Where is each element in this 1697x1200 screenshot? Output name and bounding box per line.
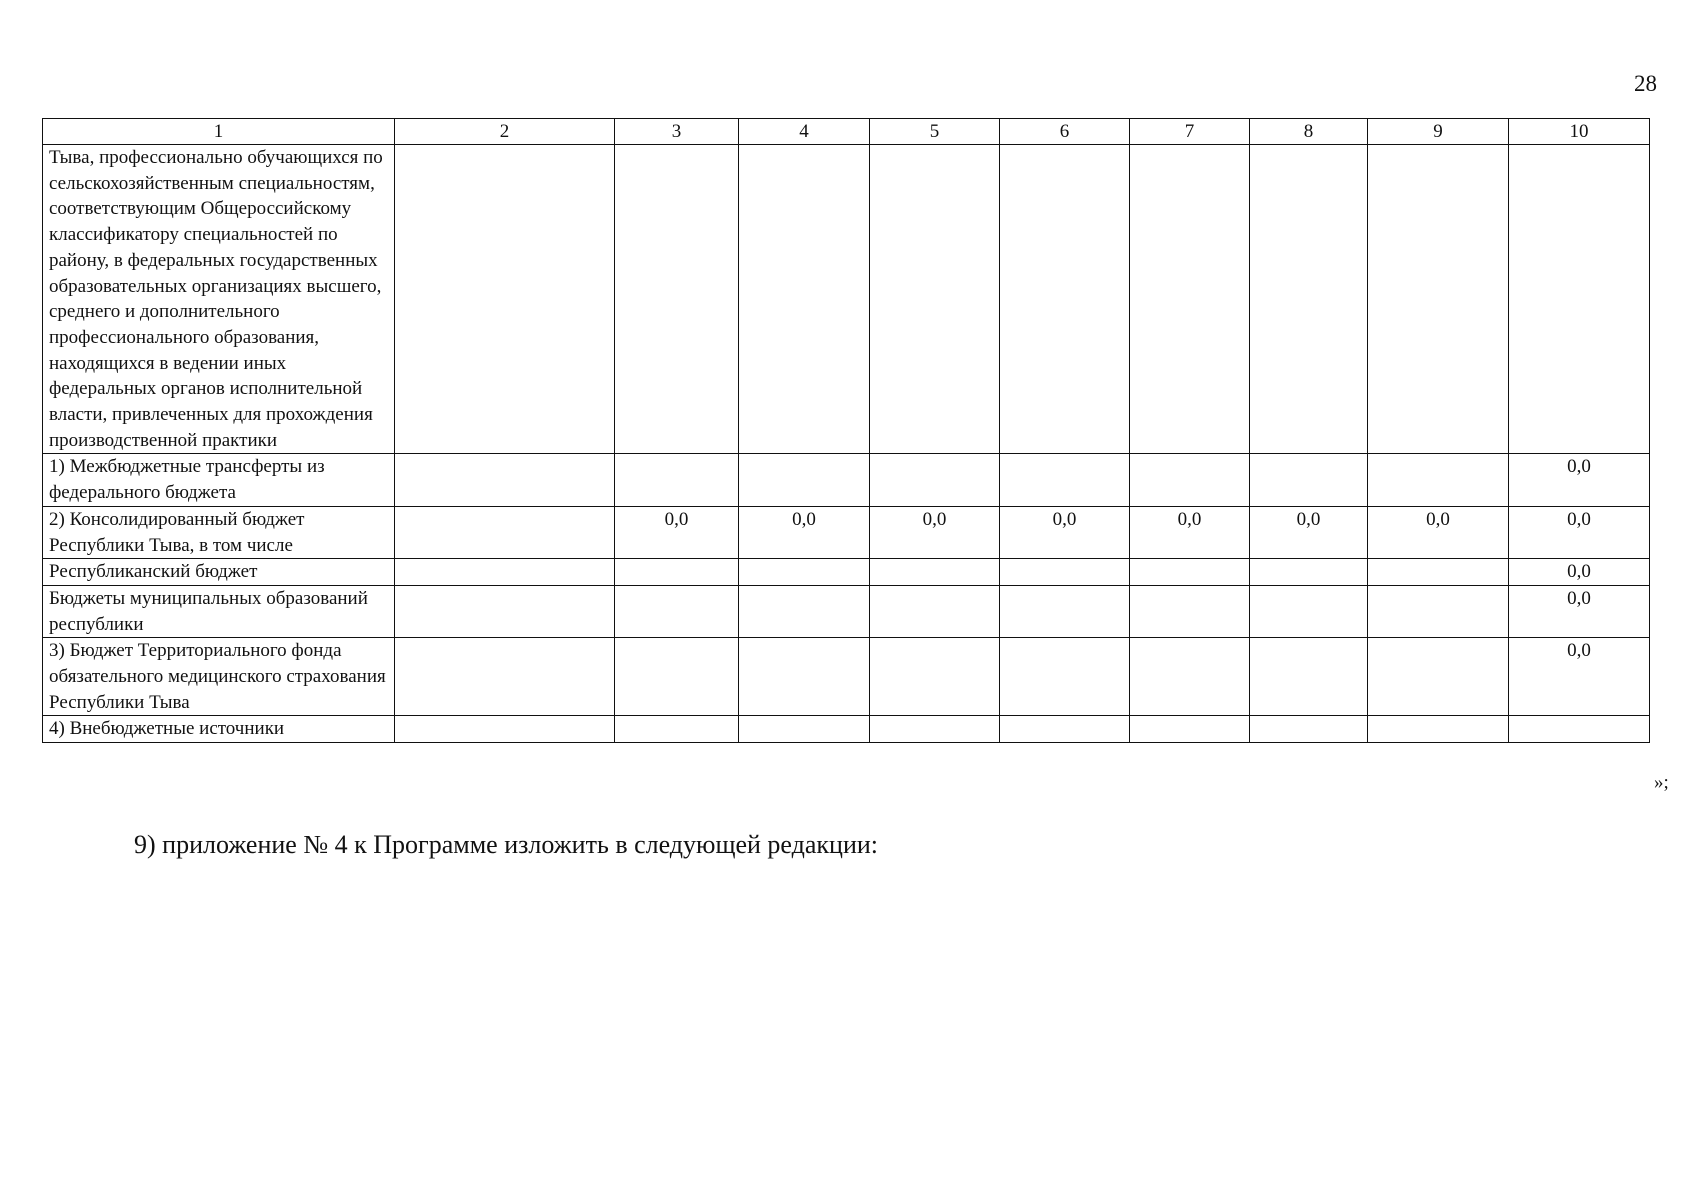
column-header: 1: [43, 119, 395, 145]
value-cell: [1000, 559, 1130, 586]
value-cell: [1130, 716, 1250, 743]
value-cell: [1368, 454, 1509, 506]
value-cell: 0,0: [1509, 506, 1650, 558]
value-cell: [1130, 638, 1250, 716]
table-row: [43, 559, 1650, 586]
value-cell: [870, 145, 1000, 454]
column-header: 3: [615, 119, 739, 145]
row-label: Республиканский бюджет: [43, 559, 395, 586]
value-cell: [1000, 145, 1130, 454]
value-cell: [1130, 559, 1250, 586]
value-cell: [615, 454, 739, 506]
row-label: Тыва, профессионально обучающихся по сельскохозяйственным специальностям, соответствующим Общероссийскому классификатору специальностей по району, в федеральных государственных образовательных организациях высшего, среднего и дополнительного профессионального образования, находящихся в ведении иных федеральных органов исполнительной власти, привлеченных для прохождения производственной практики: [43, 145, 395, 454]
row-label: 3) Бюджет Территориального фонда обязательного медицинского страхования Республики Тыва: [43, 638, 395, 716]
value-cell: [1000, 585, 1130, 637]
page-number: 28: [1634, 71, 1657, 96]
value-cell: [1130, 585, 1250, 637]
value-cell: [1250, 559, 1368, 586]
value-cell: [1509, 716, 1650, 743]
value-cell: [1000, 638, 1130, 716]
value-cell: [739, 716, 870, 743]
value-cell: [395, 638, 615, 716]
column-header: 5: [870, 119, 1000, 145]
table-row: [43, 506, 1650, 558]
value-cell: 0,0: [870, 506, 1000, 558]
value-cell: [615, 716, 739, 743]
value-cell: 0,0: [1130, 506, 1250, 558]
column-header: 2: [395, 119, 615, 145]
budget-table: [42, 118, 1650, 743]
value-cell: [739, 638, 870, 716]
value-cell: [1368, 585, 1509, 637]
row-label: 1) Межбюджетные трансферты из федерального бюджета: [43, 454, 395, 506]
value-cell: [1250, 638, 1368, 716]
value-cell: [1000, 454, 1130, 506]
column-header: 9: [1368, 119, 1509, 145]
value-cell: 0,0: [1509, 454, 1650, 506]
value-cell: [739, 559, 870, 586]
value-cell: [870, 716, 1000, 743]
table-row: [43, 716, 1650, 743]
value-cell: [1000, 716, 1130, 743]
table-body: [43, 119, 1650, 743]
value-cell: 0,0: [1000, 506, 1130, 558]
row-label: 2) Консолидированный бюджет Республики Тыва, в том числе: [43, 506, 395, 558]
closing-quote: »;: [1654, 772, 1669, 793]
value-cell: 0,0: [739, 506, 870, 558]
value-cell: [1130, 454, 1250, 506]
value-cell: [1250, 145, 1368, 454]
table-row: [43, 454, 1650, 506]
value-cell: 0,0: [1509, 559, 1650, 586]
value-cell: [1130, 145, 1250, 454]
value-cell: [615, 559, 739, 586]
row-label: Бюджеты муниципальных образований республики: [43, 585, 395, 637]
value-cell: 0,0: [1368, 506, 1509, 558]
value-cell: 0,0: [1509, 638, 1650, 716]
amendment-paragraph: 9) приложение № 4 к Программе изложить в следующей редакции:: [134, 830, 878, 859]
value-cell: [1368, 638, 1509, 716]
value-cell: [1368, 145, 1509, 454]
column-header: 6: [1000, 119, 1130, 145]
value-cell: [1368, 559, 1509, 586]
value-cell: [395, 716, 615, 743]
table-row: [43, 638, 1650, 716]
value-cell: [739, 145, 870, 454]
value-cell: [870, 638, 1000, 716]
column-header: 7: [1130, 119, 1250, 145]
value-cell: [870, 454, 1000, 506]
value-cell: 0,0: [1250, 506, 1368, 558]
table-header-row: [43, 119, 1650, 145]
value-cell: [1509, 145, 1650, 454]
column-header: 8: [1250, 119, 1368, 145]
value-cell: [1368, 716, 1509, 743]
column-header: 4: [739, 119, 870, 145]
value-cell: [870, 585, 1000, 637]
value-cell: [615, 145, 739, 454]
value-cell: [395, 585, 615, 637]
value-cell: [395, 506, 615, 558]
value-cell: [739, 585, 870, 637]
value-cell: [739, 454, 870, 506]
value-cell: [1250, 454, 1368, 506]
value-cell: [1250, 716, 1368, 743]
value-cell: 0,0: [1509, 585, 1650, 637]
table-row: [43, 145, 1650, 454]
value-cell: [395, 454, 615, 506]
value-cell: [395, 559, 615, 586]
table-row: [43, 585, 1650, 637]
column-header: 10: [1509, 119, 1650, 145]
value-cell: 0,0: [615, 506, 739, 558]
row-label: 4) Внебюджетные источники: [43, 716, 395, 743]
value-cell: [1250, 585, 1368, 637]
value-cell: [870, 559, 1000, 586]
value-cell: [395, 145, 615, 454]
value-cell: [615, 585, 739, 637]
value-cell: [615, 638, 739, 716]
